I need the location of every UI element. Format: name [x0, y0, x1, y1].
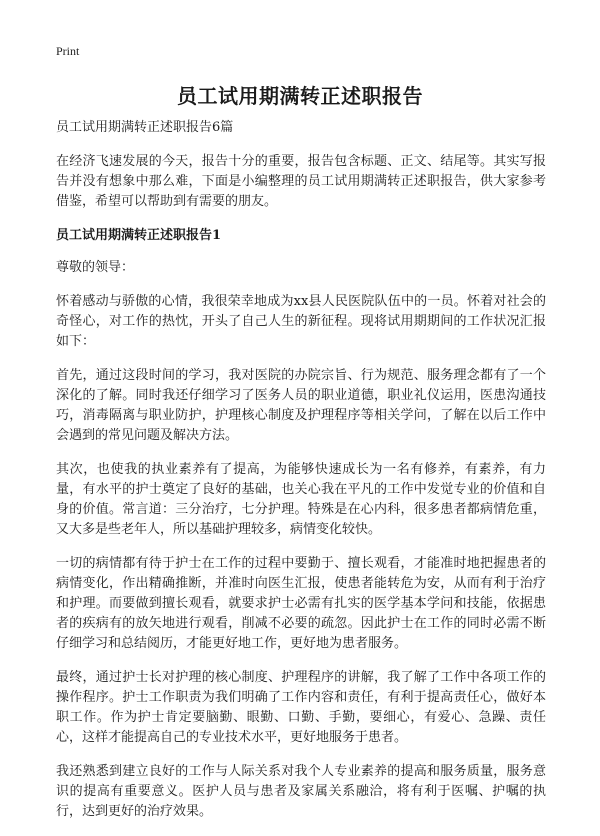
body-paragraph: 我还熟悉到建立良好的工作与人际关系对我个人专业素养的提高和服务质量，服务意识的提高有重要意义。医护人员与患者及家属关系融洽，将有利于医嘱、护嘱的执行，达到更好的治疗效果。 [56, 764, 546, 819]
body-paragraph: 怀着感动与骄傲的心情，我很荣幸地成为xx县人民医院队伍中的一员。怀着对社会的奇怪心，对工作的热忱，开头了自己人生的新征程。现将试用期期间的工作状况汇报如下： [56, 294, 546, 349]
section-heading: 员工试用期满转正述职报告1 [56, 228, 222, 243]
document-title: 员工试用期满转正述职报告 [177, 84, 423, 108]
intro-paragraph: 在经济飞速发展的今天，报告十分的重要，报告包含标题、正文、结尾等。其实写报告并没有想象中那么难，下面是小编整理的员工试用期满转正述职报告，供大家参考借鉴，希望可以帮助到有需要的朋友。 [56, 154, 546, 209]
document-body [56, 118, 546, 836]
body-paragraph: 其次，也使我的执业素养有了提高，为能够快速成长为一名有修养，有素养，有力量，有水平的护士奠定了良好的基础，也关心我在平凡的工作中发觉专业的价值和自身的价值。常言道：三分治疗，七分护理。特殊是在心内科，很多患者都病情危重，又大多是些老年人，所以基础护理较多，病情变化较快。 [56, 462, 546, 537]
salutation: 尊敬的领导： [56, 260, 135, 275]
body-paragraph: 首先，通过这段时间的学习，我对医院的办院宗旨、行为规范、服务理念都有了一个深化的了解。同时我还仔细学习了医务人员的职业道德，职业礼仪运用，医患沟通技巧，消毒隔离与职业防护，护理核心制度及护理程序等相关学问，了解在以后工作中会遇到的常见问题及解决方法。 [56, 368, 546, 443]
print-link[interactable]: Print [56, 44, 80, 58]
body-paragraph: 最终，通过护士长对护理的核心制度、护理程序的讲解，我了解了工作中各项工作的操作程序。护士工作职责为我们明确了工作内容和责任，有利于提高责任心，做好本职工作。作为护士肯定要脑勤、眼勤、口勤、手勤，要细心，有爱心、急躁、责任心，这样才能提高自己的专业技术水平，更好地服务于患者。 [56, 670, 546, 745]
body-paragraph: 一切的病情都有待于护士在工作的过程中要勤于、擅长观看，才能准时地把握患者的病情变化，作出精确推断，并准时向医生汇报，使患者能转危为安，从而有利于治疗和护理。而要做到擅长观看，就要求护士必需有扎实的医学基本学问和技能，依据患者的疾病有的放矢地进行观看，削减不必要的疏忽。因此护士在工作的同时必需不断仔细学习和总结阅历，才能更好地工作，更好地为患者服务。 [56, 556, 546, 651]
document-subtitle: 员工试用期满转正述职报告6篇 [56, 120, 234, 135]
